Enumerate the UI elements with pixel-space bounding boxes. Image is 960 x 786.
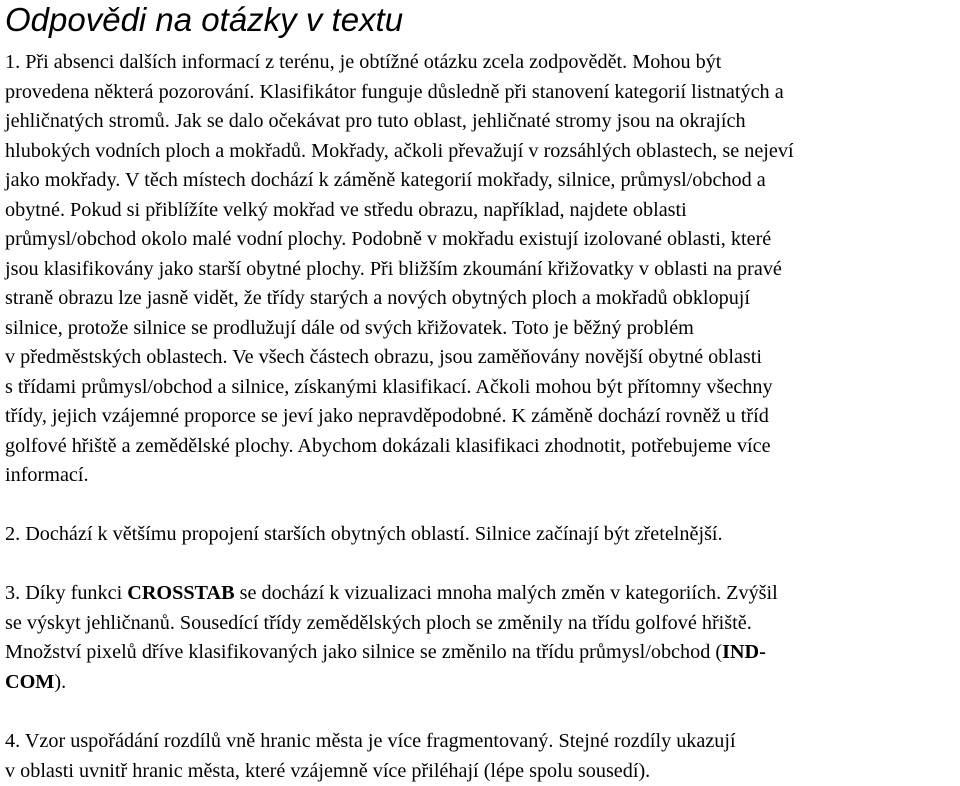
ind-com-keyword-start: IND- <box>722 641 766 663</box>
paragraph-spacer <box>5 491 942 520</box>
answer-1-line-1: 1. Při absenci dalších informací z terénu, je obtížné otázku zcela zodpovědět. Mohou být <box>5 48 942 78</box>
answer-3-text: Množství pixelů dříve klasifikovaných jako silnice se změnilo na třídu průmysl/obchod ( <box>5 641 722 663</box>
answer-4-line-2: v oblasti uvnitř hranic města, které vzájemně více přiléhají (lépe spolu sousedí). <box>5 757 942 786</box>
answer-1-line-9: straně obrazu lze jasně vidět, že třídy starých a nových obytných ploch a mokřadů obklopují <box>5 284 942 314</box>
answer-1-line-8: jsou klasifikovány jako starší obytné plochy. Při bližším zkoumání křižovatky v oblasti na pravé <box>5 255 942 285</box>
answer-1-line-7: průmysl/obchod okolo malé vodní plochy. Podobně v mokřadu existují izolované oblasti, které <box>5 225 942 255</box>
answer-1-line-10: silnice, protože silnice se prodlužují dále od svých křižovatek. Toto je běžný problém <box>5 314 942 344</box>
answer-2-line-1: 2. Dochází k většímu propojení starších obytných oblastí. Silnice začínají být zřetelnější. <box>5 520 942 550</box>
answer-1-line-13: třídy, jejich vzájemné proporce se jeví jako nepravděpodobné. K záměně dochází rovněž u tříd <box>5 402 942 432</box>
answer-3-line-1 <box>5 579 942 609</box>
answer-3-line-4 <box>5 668 942 698</box>
answer-2 <box>5 520 942 550</box>
answer-3-text: ). <box>54 671 66 693</box>
answer-1-line-12: s třídami průmysl/obchod a silnice, získanými klasifikací. Ačkoli mohou být přítomny všechny <box>5 373 942 403</box>
crosstab-keyword: CROSSTAB <box>127 582 234 604</box>
answer-1-line-11: v předměstských oblastech. Ve všech částech obrazu, jsou zaměňovány novější obytné oblasti <box>5 343 942 373</box>
answer-3 <box>5 579 942 697</box>
paragraph-spacer <box>5 549 942 579</box>
answer-3-text: 3. Díky funkci <box>5 582 127 604</box>
answer-4 <box>5 727 942 786</box>
ind-com-keyword-end: COM <box>5 671 54 693</box>
answer-1-line-14: golfové hřiště a zemědělské plochy. Abychom dokázali klasifikaci zhodnotit, potřebujeme více <box>5 432 942 462</box>
answer-1-line-5: jako mokřady. V těch místech dochází k záměně kategorií mokřady, silnice, průmysl/obchod a <box>5 166 942 196</box>
answer-1-line-15: informací. <box>5 461 942 491</box>
page-title: Odpovědi na otázky v textu <box>5 0 942 48</box>
answer-3-line-3 <box>5 638 942 668</box>
answer-3-text: se dochází k vizualizaci mnoha malých změn v kategoriích. Zvýšil <box>235 582 778 604</box>
answer-1-line-2: provedena některá pozorování. Klasifikátor funguje důsledně při stanovení kategorií listnatých a <box>5 78 942 108</box>
answer-1-line-4: hlubokých vodních ploch a mokřadů. Mokřady, ačkoli převažují v rozsáhlých oblastech, se nejeví <box>5 137 942 167</box>
answer-3-line-2: se výskyt jehličnanů. Sousedící třídy zemědělských ploch se změnily na třídu golfové hřiště. <box>5 609 942 639</box>
answer-1-line-6: obytné. Pokud si přiblížíte velký mokřad ve středu obrazu, například, najdete oblasti <box>5 196 942 226</box>
answer-1 <box>5 48 942 491</box>
answer-4-line-1: 4. Vzor uspořádání rozdílů vně hranic města je více fragmentovaný. Stejné rozdíly ukazují <box>5 727 942 757</box>
paragraph-spacer <box>5 697 942 727</box>
answer-1-line-3: jehličnatých stromů. Jak se dalo očekávat pro tuto oblast, jehličnaté stromy jsou na okrajích <box>5 107 942 137</box>
